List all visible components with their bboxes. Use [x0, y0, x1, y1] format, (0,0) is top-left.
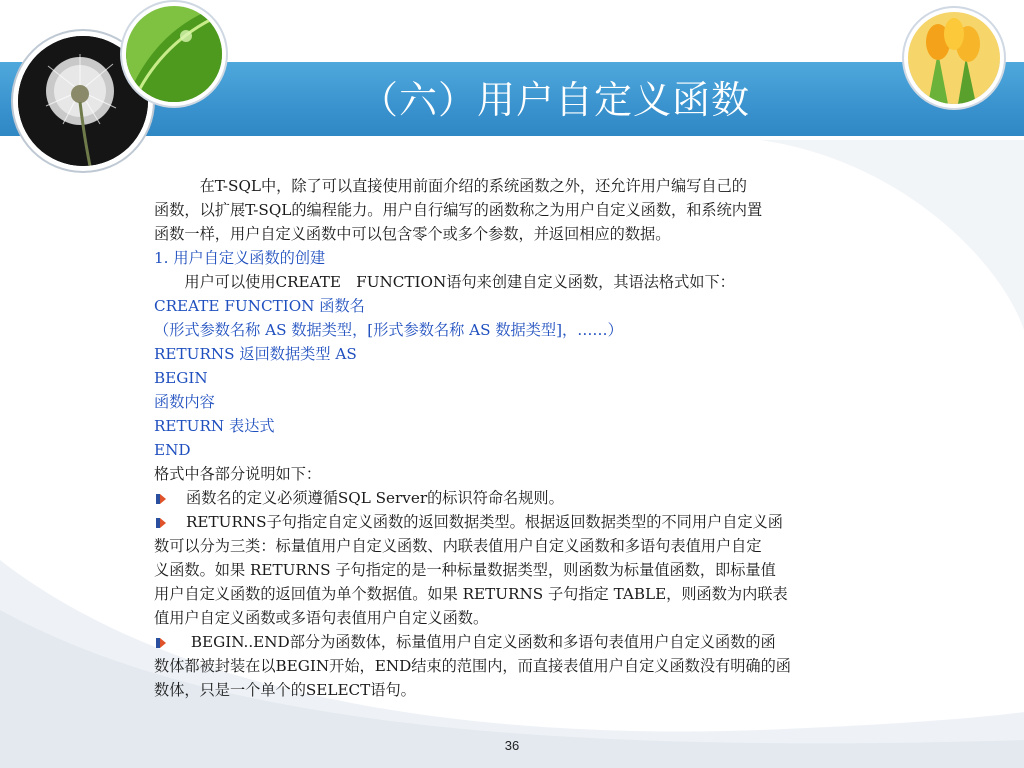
bullet-continuation: 数可以分为三类：标量值用户自定义函数、内联表值用户自定义函数和多语句表值用户自定: [154, 537, 762, 555]
bullet-item: [154, 510, 954, 534]
paragraph-line: 函数一样，用户自定义函数中可以包含零个或多个参数，并返回相应的数据。: [154, 225, 671, 243]
bullet-continuation: 义函数。如果 RETURNS 子句指定的是一种标量数据类型，则函数为标量值函数，即标量值: [154, 561, 776, 579]
format-intro: 格式中各部分说明如下：: [154, 465, 322, 483]
page-number: 36: [504, 738, 520, 753]
bullet-text: BEGIN..END部分为函数体，标量值用户自定义函数和多语句表值用户自定义函数的函: [186, 633, 776, 651]
bullet-continuation: 数体都被封装在以BEGIN开始，END结束的范围内，而直接表值用户自定义函数没有明确的函: [154, 657, 791, 675]
green-leaf-photo: [126, 6, 222, 102]
syntax-line: （形式参数名称 AS 数据类型，[形式参数名称 AS 数据类型]，……）: [154, 321, 623, 339]
yellow-tulip-photo: [908, 12, 1000, 104]
bullet-text: RETURNS子句指定自定义函数的返回数据类型。根据返回数据类型的不同用户自定义函: [186, 513, 783, 531]
slide-body: [154, 174, 954, 714]
bullet-arrow-icon: [154, 492, 168, 506]
syntax-line: BEGIN: [154, 369, 208, 387]
bullet-continuation: 数体，只是一个单个的SELECT语句。: [154, 681, 416, 699]
bullet-item: [154, 486, 954, 510]
paragraph-line: 在T-SQL中，除了可以直接使用前面介绍的系统函数之外，还允许用户编写自己的: [154, 177, 747, 195]
section-heading: 1. 用户自定义函数的创建: [154, 249, 326, 267]
syntax-line: RETURN 表达式: [154, 417, 275, 435]
bullet-continuation: 值用户自定义函数或多语句表值用户自定义函数。: [154, 609, 489, 627]
bullet-text: 函数名的定义必须遵循SQL Server的标识符命名规则。: [186, 489, 564, 507]
intro-line: 用户可以使用CREATE FUNCTION语句来创建自定义函数，其语法格式如下：: [154, 273, 735, 291]
syntax-line: RETURNS 返回数据类型 AS: [154, 345, 357, 363]
bullet-continuation: 用户自定义函数的返回值为单个数据值。如果 RETURNS 子句指定 TABLE，则函数为内联表: [154, 585, 788, 603]
bullet-item: [154, 630, 954, 654]
paragraph-line: 函数，以扩展T-SQL的编程能力。用户自行编写的函数称之为用户自定义函数，和系统内置: [154, 201, 763, 219]
bullet-arrow-icon: [154, 636, 168, 650]
syntax-line: 函数内容: [154, 393, 215, 411]
bullet-arrow-icon: [154, 516, 168, 530]
syntax-line: CREATE FUNCTION 函数名: [154, 297, 365, 315]
slide-title: （六）用户自定义函数: [360, 78, 751, 122]
syntax-line: END: [154, 441, 191, 459]
